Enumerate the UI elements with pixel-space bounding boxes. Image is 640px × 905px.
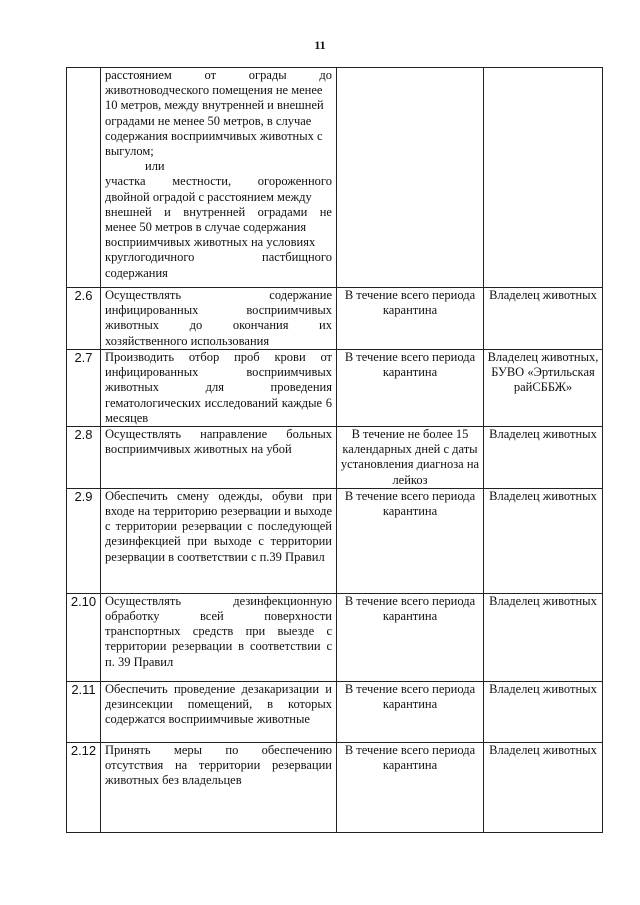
measure-cell: Обеспечить проведение дезакаризации и дезинсекции помещений, в которых содержатся восприимчивые животные: [101, 681, 337, 742]
responsible-cell: Владелец животных: [484, 742, 603, 832]
row-number-cell: [67, 68, 101, 288]
term-cell: [337, 68, 484, 288]
row-number-cell: 2.12: [67, 742, 101, 832]
continuation-line: содержания восприимчивых животных с: [105, 128, 323, 143]
responsible-cell: Владелец животных: [484, 593, 603, 681]
responsible-cell: Владелец животных: [484, 488, 603, 593]
continuation-line: содержания: [105, 265, 168, 280]
continuation-line: менее 50 метров в случае содержания: [105, 220, 307, 235]
measure-cell: Осуществлять направление больных восприимчивых животных на убой: [101, 427, 337, 489]
continuation-measure-cell: [101, 68, 337, 288]
page-number: 11: [314, 38, 326, 52]
term-cell: В течение всего периода карантина: [337, 350, 484, 427]
continuation-line: двойной оградой с расстоянием между: [105, 189, 312, 204]
continuation-line: оградами не менее 50 метров, в случае: [105, 113, 312, 128]
table-row: [67, 288, 603, 350]
measure-cell: Осуществлять дезинфекционную обработку всей поверхности транспортных средств при выезде с территории резервации в соответствии с п. 39 Правил: [101, 593, 337, 681]
term-cell: В течение не более 15 календарных дней с даты установления диагноза на лейкоз: [337, 427, 484, 489]
measure-cell: Осуществлять содержание инфицированных восприимчивых животных до окончания их хозяйственного использования: [101, 288, 337, 350]
continuation-line: круглогодичного пастбищного: [105, 250, 332, 265]
table-row: [67, 593, 603, 681]
continuation-line: 10 метров, между внутренней и внешней: [105, 98, 324, 113]
table-row-continuation: [67, 68, 603, 288]
measure-cell: Принять меры по обеспечению отсутствия на территории резервации животных без владельцев: [101, 742, 337, 832]
responsible-cell: [484, 68, 603, 288]
continuation-line: внешней и внутренней оградами не: [105, 204, 332, 219]
row-number-cell: 2.6: [67, 288, 101, 350]
table-row: [67, 742, 603, 832]
continuation-line: расстоянием от ограды до: [105, 68, 332, 82]
row-number-cell: 2.11: [67, 681, 101, 742]
term-cell: В течение всего периода карантина: [337, 742, 484, 832]
row-number-cell: 2.9: [67, 488, 101, 593]
continuation-line: животноводческого помещения не менее: [105, 83, 323, 98]
quarantine-measures-table: [66, 67, 603, 833]
measure-cell: Производить отбор проб крови от инфицированных восприимчивых животных для проведения гематологических исследований каждые 6 месяцев: [101, 350, 337, 427]
continuation-line: восприимчивых животных на условиях: [105, 235, 316, 250]
responsible-cell: Владелец животных: [484, 288, 603, 350]
term-cell: В течение всего периода карантина: [337, 288, 484, 350]
term-cell: В течение всего периода карантина: [337, 488, 484, 593]
responsible-cell: Владелец животных: [484, 427, 603, 489]
table-row: [67, 427, 603, 489]
table-row: [67, 681, 603, 742]
continuation-line: участка местности, огороженного: [105, 174, 332, 189]
row-number-cell: 2.10: [67, 593, 101, 681]
continuation-line: или: [145, 159, 165, 174]
measure-cell: Обеспечить смену одежды, обуви при входе на территорию резервации и выходе с территории резервации с последующей дезинфекцией при выходе с территории резервации в соответствии с п.39 Правил: [101, 488, 337, 593]
table-row: [67, 350, 603, 427]
responsible-cell: Владелец животных, БУВО «Эртильская райСББЖ»: [484, 350, 603, 427]
continuation-line: выгулом;: [105, 144, 154, 159]
row-number-cell: 2.8: [67, 427, 101, 489]
term-cell: В течение всего периода карантина: [337, 593, 484, 681]
table-row: [67, 488, 603, 593]
responsible-cell: Владелец животных: [484, 681, 603, 742]
row-number-cell: 2.7: [67, 350, 101, 427]
term-cell: В течение всего периода карантина: [337, 681, 484, 742]
